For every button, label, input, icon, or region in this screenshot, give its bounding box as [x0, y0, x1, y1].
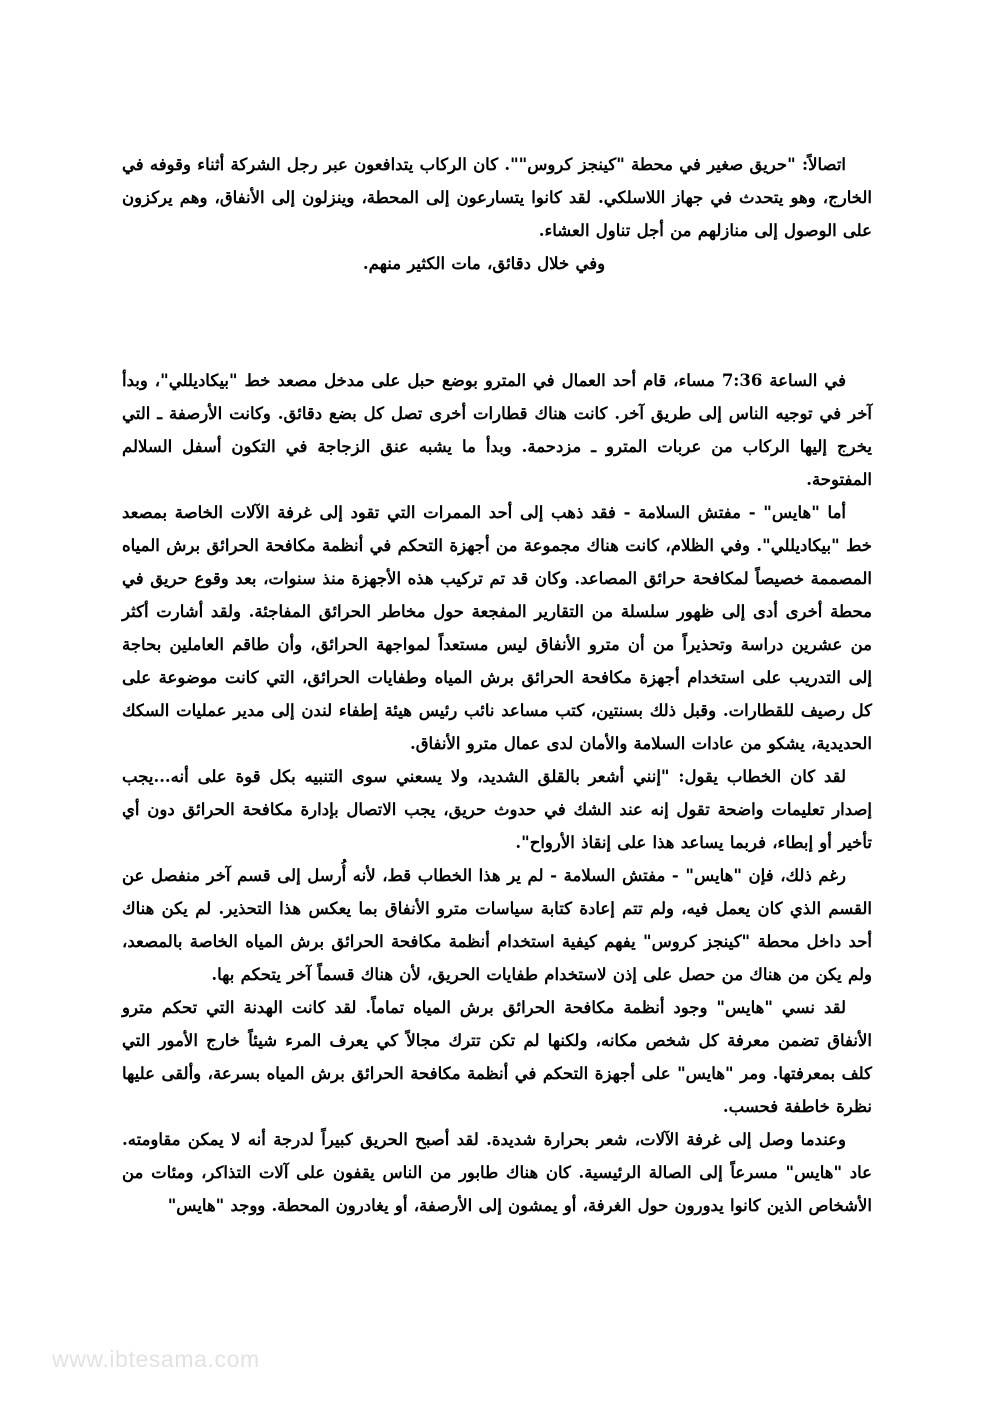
paragraph: لقد كان الخطاب يقول: "إنني أشعر بالقلق الشديد، ولا يسعني سوى التنبيه بكل قوة على أنه...يجب إصدار تعليمات واضحة تقول إنه عند الشك في حدوث حريق، يجب الاتصال بإدارة مكافحة الحرائق دون أي تأخير أو إبطاء، فربما يساعد هذا على إنقاذ الأرواح". — [122, 767, 872, 852]
block-separator — [122, 280, 872, 364]
paragraph: لقد نسي "هايس" وجود أنظمة مكافحة الحرائق برش المياه تماماً. لقد كانت الهدنة التي تحكم مترو الأنفاق تضمن معرفة كل شخص مكانه، ولكنها لم تكن تترك مجالاً كي يعرف المرء شيئاً خارج الأمور التي كلف بمعرفتها. ومر "هايس" على أجهزة التحكم في أنظمة مكافحة الحرائق برش المياه بسرعة، وألقى عليها نظرة خاطفة فحسب. — [122, 998, 872, 1116]
paragraph: وعندما وصل إلى غرفة الآلات، شعر بحرارة شديدة. لقد أصبح الحريق كبيراً لدرجة أنه لا يمكن مقاومته. عاد "هايس" مسرعاً إلى الصالة الرئيسية. كان هناك طابور من الناس يقفون على آلات التذاكر، ومئات من الأشخاص الذين كانوا يدورون حول الغرفة، أو يمشون إلى الأرصفة، أو يغادرون المحطة. ووجد "هايس" — [122, 1130, 872, 1215]
paragraph: أما "هايس" - مفتش السلامة - فقد ذهب إلى أحد الممرات التي تقود إلى غرفة الآلات الخاصة بمصعد خط "بيكاديللي". وفي الظلام، كانت هناك مجموعة من أجهزة التحكم في أنظمة مكافحة الحرائق برش المياه المصممة خصيصاً لمكافحة حرائق المصاعد. وكان قد تم تركيب هذه الأجهزة منذ سنوات، بعد وقوع حريق في محطة أخرى أدى إلى ظهور سلسلة من التقارير المفجعة حول مخاطر الحرائق المفاجئة. ولقد أشارت أكثر من عشرين دراسة وتحذيراً من أن مترو الأنفاق ليس مستعداً لمواجهة الحرائق، وأن طاقم العاملين بحاجة إلى التدريب على استخدام أجهزة مكافحة الحرائق برش المياه وطفايات الحرائق، التي كانت موضوعة على كل رصيف للقطارات. وقبل ذلك بسنتين، كتب مساعد نائب رئيس هيئة إطفاء لندن إلى مدير عمليات السكك الحديدية، يشكو من عادات السلامة والأمان لدى عمال مترو الأنفاق. — [122, 503, 872, 753]
paragraph: وفي خلال دقائق، مات الكثير منهم. — [362, 254, 606, 273]
text-block-opening — [122, 148, 872, 280]
text-block-main — [122, 364, 872, 1222]
site-watermark: www.ibtesama.com — [52, 1346, 260, 1372]
document-text-body — [122, 148, 872, 1222]
paragraph: اتصالاً: "حريق صغير في محطة "كينجز كروس"". كان الركاب يتدافعون عبر رجل الشركة أثناء وقوفه في الخارج، وهو يتحدث في جهاز اللاسلكي. لقد كانوا يتسارعون إلى المحطة، وينزلون إلى الأنفاق، وهم يركزون على الوصول إلى منازلهم من أجل تناول العشاء. — [122, 155, 872, 240]
paragraph: رغم ذلك، فإن "هايس" - مفتش السلامة - لم ير هذا الخطاب قط، لأنه أُرسل إلى قسم آخر منفصل عن القسم الذي كان يعمل فيه، ولم تتم إعادة كتابة سياسات مترو الأنفاق بما يعكس هذا التحذير. لم يكن هناك أحد داخل محطة "كينجز كروس" يفهم كيفية استخدام أنظمة مكافحة الحرائق برش المياه الخاصة بالمصعد، ولم يكن من هناك من حصل على إذن لاستخدام طفايات الحريق، لأن هناك قسماً آخر يتحكم بها. — [122, 866, 872, 984]
paragraph: في الساعة 7:36 مساء، قام أحد العمال في المترو بوضع حبل على مدخل مصعد خط "بيكاديللي"، وبدأ آخر في توجيه الناس إلى طريق آخر. كانت هناك قطارات أخرى تصل كل بضع دقائق. وكانت الأرصفة ـ التي يخرج إليها الركاب من عربات المترو ـ مزدحمة. وبدأ ما يشبه عنق الزجاجة في التكون أسفل السلالم المفتوحة. — [122, 371, 872, 489]
